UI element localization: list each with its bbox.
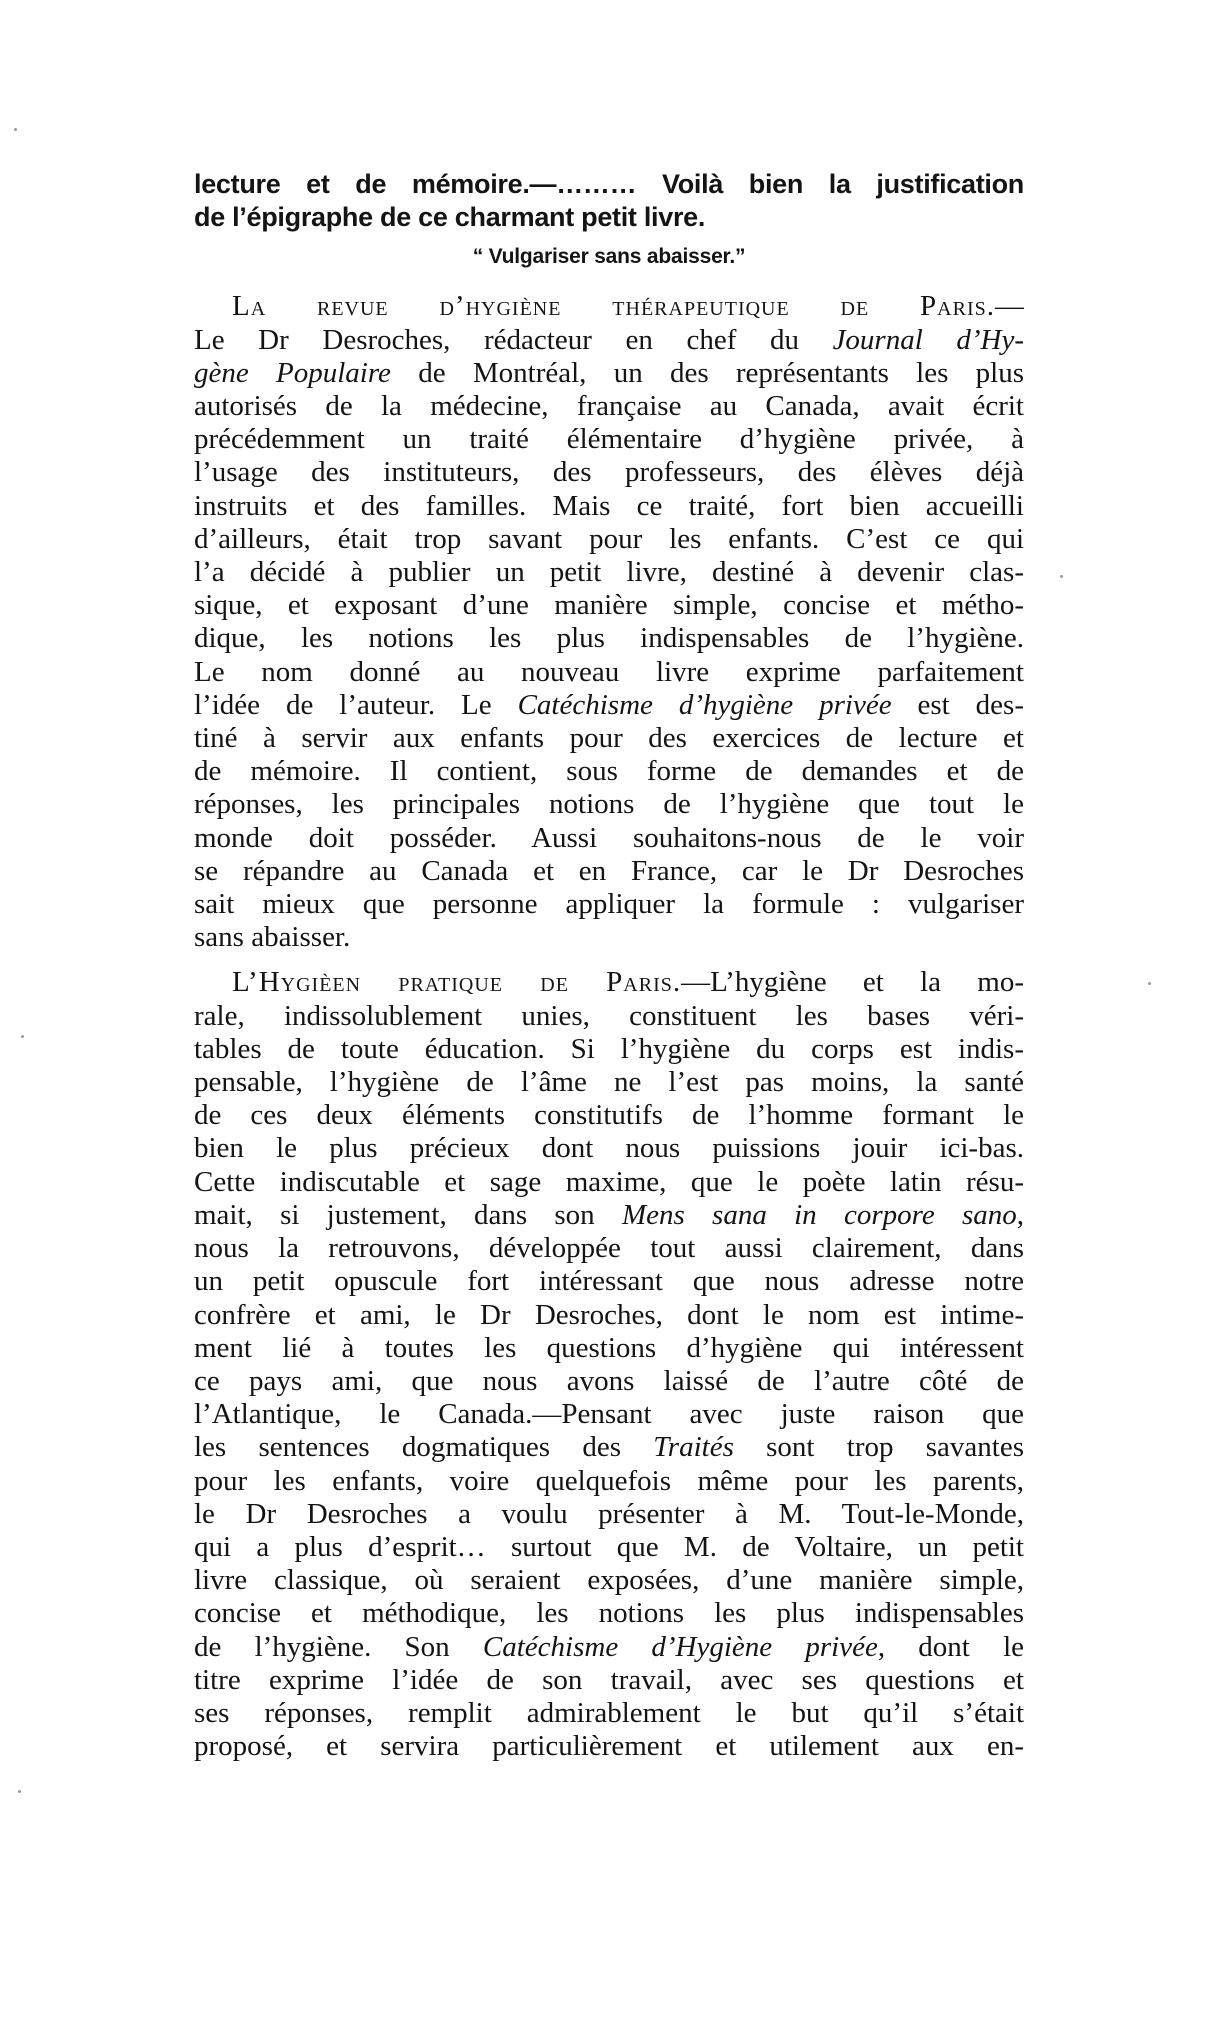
- paragraph-hygieniste-heading: L’Hygièen pratique de Paris.: [232, 966, 682, 999]
- text-line: bien le plus précieux dont nous puissions jouir ici-bas.: [194, 1132, 1024, 1165]
- text-line: l’usage des instituteurs, des professeurs, des élèves déjà: [194, 456, 1024, 489]
- text-line: sans abaisser.: [194, 921, 351, 954]
- text-line: concise et méthodique, les notions les plus indispensables: [194, 1597, 1024, 1630]
- text-line: de ces deux éléments constitutifs de l’homme formant le: [194, 1099, 1024, 1132]
- text-line: le Dr Desroches a voulu présenter à M. Tout-le-Monde,: [194, 1497, 1024, 1530]
- text-line: de l’hygiène. Son Catéchisme d’Hygiène privée, dont le: [194, 1630, 1024, 1663]
- paragraph-revue: [194, 290, 1024, 954]
- text-line: Le nom donné au nouveau livre exprime parfaitement: [194, 655, 1024, 688]
- text-line: l’a décidé à publier un petit livre, destiné à devenir clas-: [194, 556, 1024, 589]
- text-line: qui a plus d’esprit… surtout que M. de Voltaire, un petit: [194, 1530, 1024, 1563]
- paragraph-hygieniste: [194, 966, 1024, 1763]
- text-line: ment lié à toutes les questions d’hygiène qui intéressent: [194, 1331, 1024, 1364]
- journal-title: Journal d’Hy-: [832, 323, 1024, 356]
- top-line-2: de l’épigraphe de ce charmant petit livre.: [194, 202, 706, 233]
- text-line: rale, indissolublement unies, constituent les bases véri-: [194, 999, 1024, 1032]
- text-line: dique, les notions les plus indispensables de l’hygiène.: [194, 622, 1024, 655]
- book-title: Catéchisme d’hygiène privée: [517, 688, 892, 721]
- text-line: sait mieux que personne appliquer la formule : vulgariser: [194, 888, 1024, 921]
- text-line: mait, si justement, dans son Mens sana in corpore sano,: [194, 1198, 1024, 1231]
- text-line: l’Atlantique, le Canada.—Pensant avec juste raison que: [194, 1398, 1024, 1431]
- paragraph-revue-heading: La revue d’hygiène thérapeutique de Paris.: [232, 290, 995, 323]
- text-line: titre exprime l’idée de son travail, avec ses questions et: [194, 1663, 1024, 1696]
- text-line: réponses, les principales notions de l’hygiène que tout le: [194, 788, 1024, 821]
- latin-maxim: Mens sana in corpore sano: [621, 1198, 1017, 1231]
- text-line: se répandre au Canada et en France, car le Dr Desroches: [194, 854, 1024, 887]
- text-line: livre classique, où seraient exposées, d’une manière simple,: [194, 1564, 1024, 1597]
- paragraph-hygieniste-heading-line: L’Hygièen pratique de Paris.—L’hygiène et la mo-: [232, 966, 1024, 999]
- text-line: sique, et exposant d’une manière simple, concise et métho-: [194, 589, 1024, 622]
- scan-speck: [14, 128, 17, 131]
- scan-speck: [1148, 982, 1151, 985]
- epigraph: “ Vulgariser sans abaisser.”: [472, 245, 746, 269]
- scan-speck: [21, 1035, 24, 1038]
- text-line: pensable, l’hygiène de l’âme ne l’est pas moins, la santé: [194, 1066, 1024, 1099]
- top-line-1: lecture et de mémoire.—……… Voilà bien la justification: [194, 169, 1024, 199]
- scan-speck: [1060, 575, 1063, 578]
- text-line: instruits et des familles. Mais ce traité, fort bien accueilli: [194, 489, 1024, 522]
- top-block: [194, 168, 1024, 234]
- text-line: d’ailleurs, était trop savant pour les enfants. C’est ce qui: [194, 522, 1024, 555]
- paragraph-revue-heading-line: [194, 290, 1024, 323]
- text-line: précédemment un traité élémentaire d’hygiène privée, à: [194, 423, 1024, 456]
- text-line: Cette indiscutable et sage maxime, que le poète latin résu-: [194, 1165, 1024, 1198]
- text-line: les sentences dogmatiques des Traités sont trop savantes: [194, 1431, 1024, 1464]
- text-line: Le Dr Desroches, rédacteur en chef du Journal d’Hy-: [194, 323, 1024, 356]
- text-line: gène Populaire de Montréal, un des représentants les plus: [194, 356, 1024, 389]
- text-line: confrère et ami, le Dr Desroches, dont le nom est intime-: [194, 1298, 1024, 1331]
- scan-speck: [18, 1790, 21, 1793]
- text-line: monde doit posséder. Aussi souhaitons-nous de le voir: [194, 821, 1024, 854]
- text-line: l’idée de l’auteur. Le Catéchisme d’hygiène privée est des-: [194, 688, 1024, 721]
- text-line: proposé, et servira particulièrement et utilement aux en-: [194, 1730, 1024, 1763]
- text-line: nous la retrouvons, développée tout aussi clairement, dans: [194, 1232, 1024, 1265]
- traites-word: Traités: [653, 1431, 734, 1464]
- book-title-2: Catéchisme d’Hygiène privée: [482, 1630, 878, 1663]
- text-line: autorisés de la médecine, française au Canada, avait écrit: [194, 390, 1024, 423]
- text-line: tables de toute éducation. Si l’hygiène du corps est indis-: [194, 1032, 1024, 1065]
- document-page: [194, 168, 1024, 1763]
- text-line: ce pays ami, que nous avons laissé de l’autre côté de: [194, 1364, 1024, 1397]
- text-line: pour les enfants, voire quelquefois même pour les parents,: [194, 1464, 1024, 1497]
- text-line: un petit opuscule fort intéressant que nous adresse notre: [194, 1265, 1024, 1298]
- text-line: tiné à servir aux enfants pour des exercices de lecture et: [194, 722, 1024, 755]
- text-line: de mémoire. Il contient, sous forme de demandes et de: [194, 755, 1024, 788]
- text-line: ses réponses, remplit admirablement le but qu’il s’était: [194, 1696, 1024, 1729]
- heading-dash: —: [995, 290, 1024, 323]
